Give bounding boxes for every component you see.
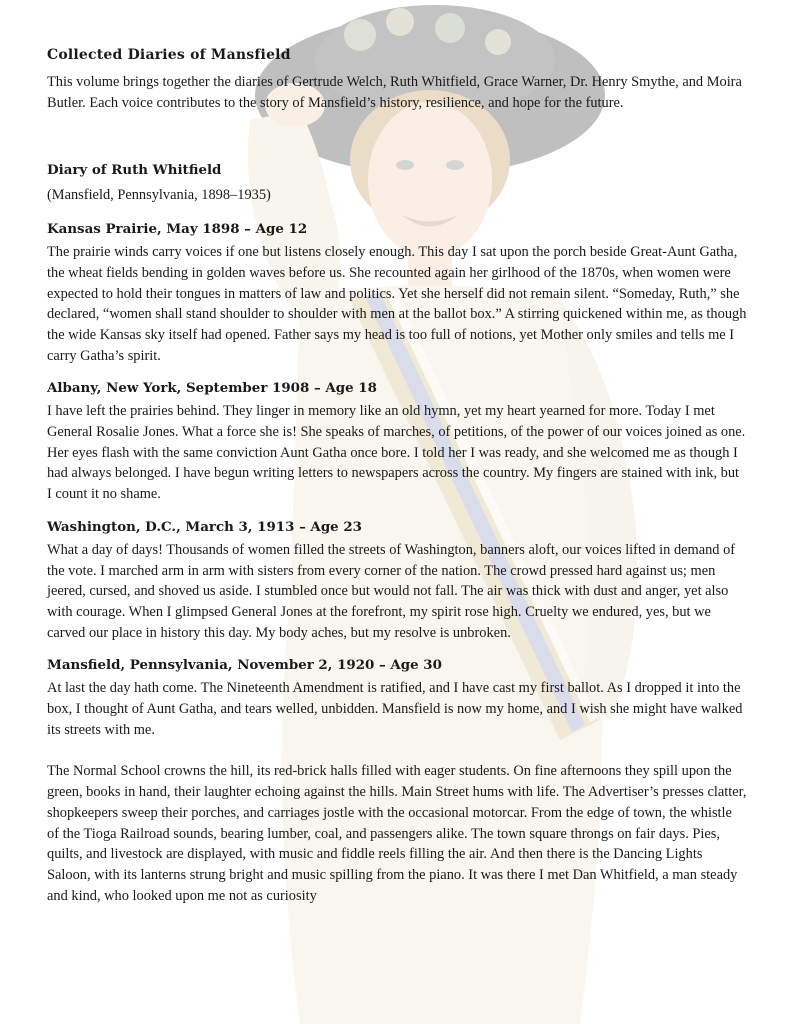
diary-title: Diary of Ruth Whitfield bbox=[47, 162, 222, 179]
diary-entry bbox=[47, 656, 747, 906]
entry-heading: Albany, New York, September 1908 – Age 18 bbox=[47, 380, 377, 397]
entry-heading: Kansas Prairie, May 1898 – Age 12 bbox=[47, 221, 308, 238]
volume-title: Collected Diaries of Mansfield bbox=[47, 47, 291, 63]
entry-paragraph: What a day of days! Thousands of women filled the streets of Washington, banners aloft, our voices lifted in demand of the vote. I marched arm in arm with sisters from every corner of the nation. The crowd pressed hard against us; men jeered, cursed, and shoved us aside. I stumbled once but would not fall. The air was thick with dust and anger, yet also with courage. When I glimpsed General Jones at the forefront, my spirit rose high. Cruelty we endured, yes, but we carved our place in history this day. My body aches, but my resolve is unbroken. bbox=[47, 541, 736, 641]
entry-heading: Mansfield, Pennsylvania, November 2, 1920 – Age 30 bbox=[47, 657, 442, 674]
volume-intro: This volume brings together the diaries of Gertrude Welch, Ruth Whitfield, Grace Warner, Dr. Henry Smythe, and Moira Butler. Each voice contributes to the story of Mansfield’s history, resilience, and hope for the future. bbox=[47, 74, 742, 111]
entry-paragraph: At last the day hath come. The Nineteenth Amendment is ratified, and I have cast my first ballot. As I dropped it into the box, I thought of Aunt Gatha, and tears welled, unbidden. Mansfield is now my home, and I wish she might have walked its streets with me. bbox=[47, 680, 743, 738]
entry-paragraph: The Normal School crowns the hill, its red-brick halls filled with eager students. On fine afternoons they spill upon the green, books in hand, their laughter echoing against the hills. Main Street hums with life. The Advertiser’s presses clatter, shopkeepers sweep their porches, and carriages jostle with the occasional motorcar. From the edge of town, the whistle of the Tioga Railroad sounds, bearing lumber, coal, and passengers alike. The town square throngs on fair days. Pies, quilts, and livestock are displayed, with music and fiddle reels filling the air. And then there is the Dancing Lights Saloon, with its lanterns strung bright and music spilling from the piano. It was there I met Dan Whitfield, a man steady and kind, who looked upon me not as curiosity bbox=[47, 763, 747, 904]
entry-paragraph: The prairie winds carry voices if one but listens closely enough. This day I sat upon the porch beside Great-Aunt Gatha, the wheat fields bending in golden waves before us. She recounted again her girlhood of the 1870s, when women were expected to hold their tongues in matters of law and politics. Yet she herself did not remain silent. “Someday, Ruth,” she declared, “women shall stand shoulder to shoulder with men at the ballot box.” A stirring quickened within me, as though the wide Kansas sky itself had opened. Father says my head is too full of notions, yet Mother only smiles and tells me I carry Gatha’s spirit. bbox=[47, 244, 747, 364]
entry-heading: Washington, D.C., March 3, 1913 – Age 23 bbox=[47, 518, 362, 535]
entry-paragraph: I have left the prairies behind. They linger in memory like an old hymn, yet my heart yearned for more. Today I met General Rosalie Jones. What a force she is! She speaks of marches, of petitions, of the power of our voices joined as one. Her eyes flash with the same conviction Aunt Gatha once bore. I told her I was ready, and she welcomed me as though I had always belonged. I have begun writing letters to newspapers across the country. My fingers are stained with ink, but I count it no shame. bbox=[47, 403, 746, 503]
diary-entry bbox=[47, 518, 747, 644]
diary-entry bbox=[47, 220, 747, 366]
diary-entry bbox=[47, 379, 747, 505]
diary-subtitle: (Mansfield, Pennsylvania, 1898–1935) bbox=[47, 187, 271, 204]
